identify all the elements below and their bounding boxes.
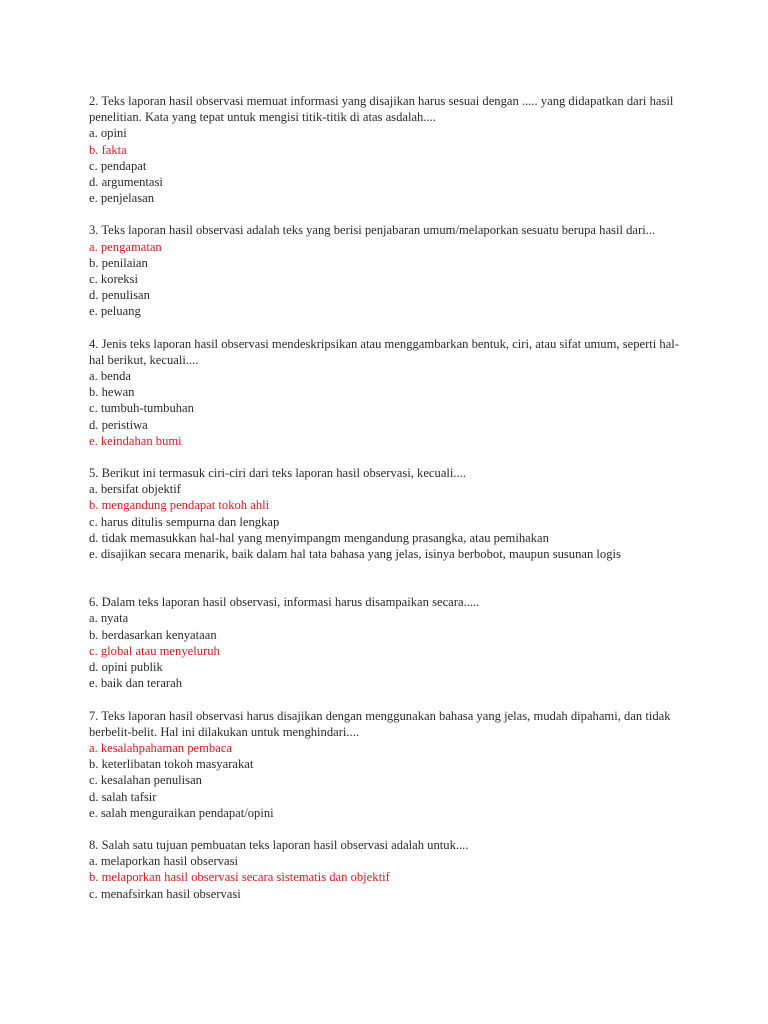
option-e: e. peluang xyxy=(89,304,141,319)
question-2 xyxy=(89,93,689,206)
options-list xyxy=(89,853,689,902)
option-b-answer: b. melaporkan hasil observasi secara sistematis dan objektif xyxy=(89,870,390,885)
question-stem: 8. Salah satu tujuan pembuatan teks laporan hasil observasi adalah untuk.... xyxy=(89,837,469,852)
option-e: e. baik dan terarah xyxy=(89,676,183,691)
option-e-answer: e. keindahan bumi xyxy=(89,433,182,448)
options-list xyxy=(89,368,689,449)
option-c: c. harus ditulis sempurna dan lengkap xyxy=(89,514,280,529)
option-e: e. penjelasan xyxy=(89,191,155,206)
question-stem: 2. Teks laporan hasil observasi memuat informasi yang disajikan harus sesuai dengan ..... yang didapatkan dari hasil penelitian. Kata yang tepat untuk mengisi titik-titik di atas asdalah.... xyxy=(89,94,674,125)
question-3 xyxy=(89,222,689,319)
option-b: b. penilaian xyxy=(89,255,148,270)
options-list xyxy=(89,125,689,206)
option-a: a. opini xyxy=(89,126,127,141)
option-a: a. bersifat objektif xyxy=(89,482,181,497)
question-stem: 4. Jenis teks laporan hasil observasi mendeskripsikan atau menggambarkan bentuk, ciri, atau sifat umum, seperti hal-hal berikut, kecuali.... xyxy=(89,336,679,367)
option-c: c. pendapat xyxy=(89,158,147,173)
option-b-answer: b. mengandung pendapat tokoh ahli xyxy=(89,498,270,513)
option-c: c. menafsirkan hasil observasi xyxy=(89,886,241,901)
option-b-answer: b. fakta xyxy=(89,142,127,157)
option-d: d. penulisan xyxy=(89,288,150,303)
option-c-answer: c. global atau menyeluruh xyxy=(89,643,220,658)
option-e: e. disajikan secara menarik, baik dalam hal tata bahasa yang jelas, isinya berbobot, maupun susunan logis xyxy=(89,547,621,562)
options-list xyxy=(89,610,689,691)
question-stem: 7. Teks laporan hasil observasi harus disajikan dengan menggunakan bahasa yang jelas, mudah dipahami, dan tidak berbelit-belit. Hal ini dilakukan untuk menghindari.... xyxy=(89,708,671,739)
option-b: b. hewan xyxy=(89,385,135,400)
option-d: d. peristiwa xyxy=(89,417,148,432)
option-c: c. tumbuh-tumbuhan xyxy=(89,401,194,416)
question-stem: 5. Berikut ini termasuk ciri-ciri dari teks laporan hasil observasi, kecuali.... xyxy=(89,466,467,481)
options-list xyxy=(89,481,689,562)
question-6 xyxy=(89,594,689,691)
option-a: a. melaporkan hasil observasi xyxy=(89,854,238,869)
option-e: e. salah menguraikan pendapat/opini xyxy=(89,805,274,820)
question-stem: 3. Teks laporan hasil observasi adalah teks yang berisi penjabaran umum/melaporkan sesuatu berupa hasil dari... xyxy=(89,223,656,238)
question-4 xyxy=(89,336,689,449)
question-8 xyxy=(89,837,689,902)
options-list xyxy=(89,239,689,320)
option-c: c. koreksi xyxy=(89,272,138,287)
option-c: c. kesalahan penulisan xyxy=(89,773,202,788)
option-d: d. tidak memasukkan hal-hal yang menyimpangm mengandung prasangka, atau pemihakan xyxy=(89,530,549,545)
option-d: d. opini publik xyxy=(89,660,163,675)
option-d: d. salah tafsir xyxy=(89,789,157,804)
question-7 xyxy=(89,708,689,821)
option-b: b. keterlibatan tokoh masyarakat xyxy=(89,757,254,772)
options-list xyxy=(89,740,689,821)
option-a-answer: a. pengamatan xyxy=(89,239,162,254)
document-page xyxy=(89,93,689,918)
option-a: a. nyata xyxy=(89,611,129,626)
question-5 xyxy=(89,465,689,562)
option-b: b. berdasarkan kenyataan xyxy=(89,627,217,642)
option-a: a. benda xyxy=(89,369,131,384)
question-stem: 6. Dalam teks laporan hasil observasi, informasi harus disampaikan secara..... xyxy=(89,595,480,610)
option-a-answer: a. kesalahpahaman pembaca xyxy=(89,740,233,755)
option-d: d. argumentasi xyxy=(89,175,163,190)
